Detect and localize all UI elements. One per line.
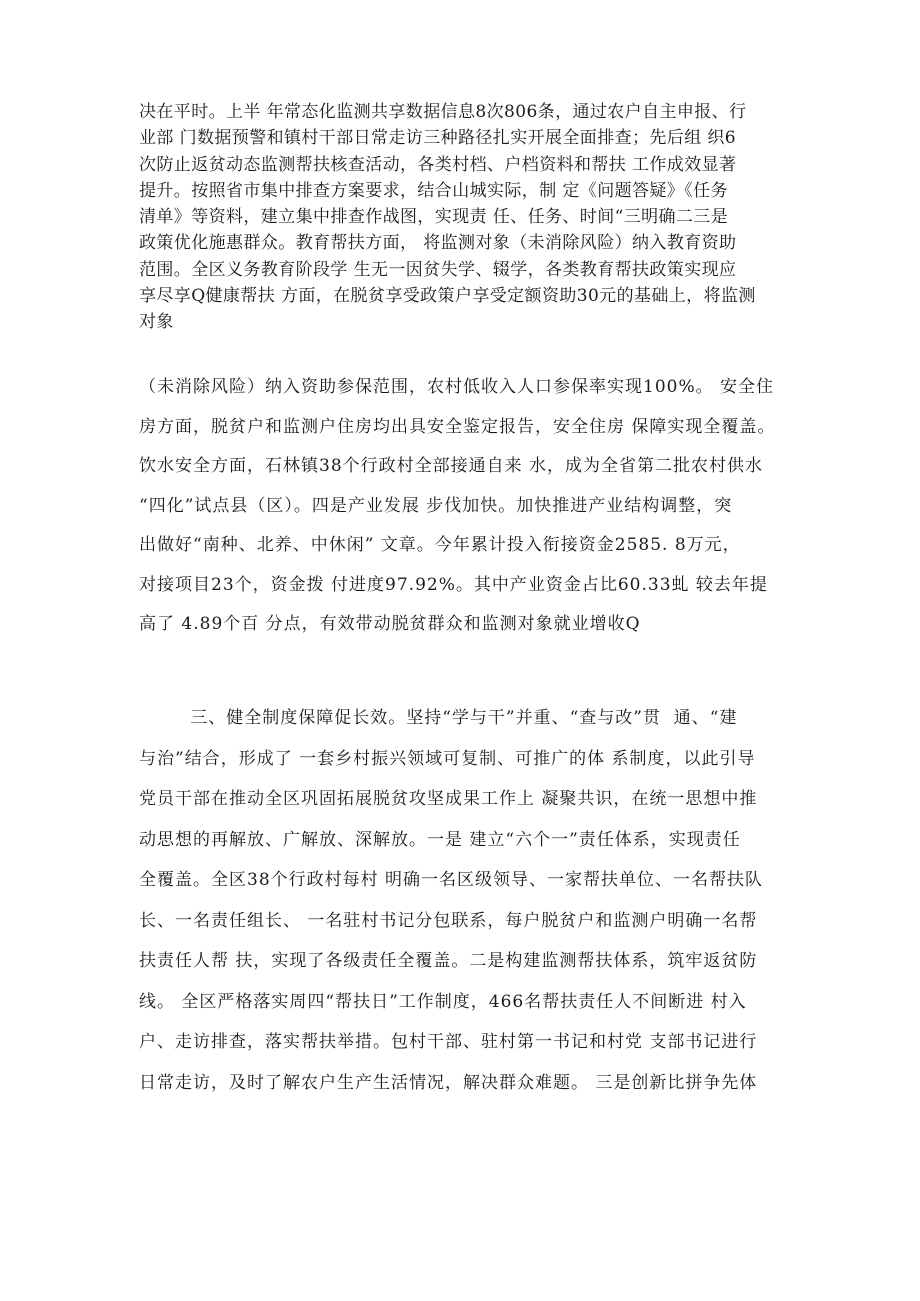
paragraph-3 [139,698,799,1103]
text-line: 线。 全区严格落实周四“帮扶日”工作制度，466名帮扶责任人不间断进 村入 [139,991,747,1012]
text-line: 动思想的再解放、广解放、深解放。一是 建立“六个一”责任体系，实现责任 [139,829,741,850]
text-line: （未消除风险）纳入资助参保范围，农村低收入人口参保率实现100%。 安全住 [139,377,775,397]
text-line: 饮水安全方面，石林镇38个行政村全部接通自来 水，成为全省第二批农村供水 [139,456,764,476]
text-line: 与治”结合，形成了 一套乡村振兴领域可复制、可推广的体 系制度，以此引导 [139,748,756,769]
text-line: 出做好“南种、北养、中休闲” 文章。今年累计投入衔接资金2585. 8万元， [139,535,741,555]
text-line: 房方面，脱贫户和监测户住房均出具安全鉴定报告，安全住房 保障实现全覆盖。 [139,416,776,437]
text-line: 高了 4.89个百 分点，有效带动脱贫群众和监测对象就业增收Q [139,614,641,634]
text-line: 对象 [139,312,174,333]
text-line: 全覆盖。全区38个行政村每村 明确一名区级领导、一家帮扶单位、一名帮扶队 [139,870,764,890]
text-line: 清单》等资料，建立集中排查作战图，实现责 任、任务、时间“三明确二三是 [139,207,729,228]
text-line: 政策优化施惠群众。教育帮扶方面， 将监测对象（未消除风险）纳入教育资助 [139,233,737,254]
text-line: 范围。全区义务教育阶段学 生无一因贫失学、辍学，各类教育帮扶政策实现应 [139,259,737,280]
text-line: 日常走访，及时了解农户生产生活情况，解决群众难题。 三是创新比拼争先体 [139,1072,758,1093]
text-line: 扶责任人帮 扶，实现了各级责任全覆盖。二是构建监测帮扶体系，筑牢返贫防 [139,951,758,971]
text-line: 享尽享Q健康帮扶 方面，在脱贫享受政策户享受定额资助30元的基础上，将监测 [139,286,756,307]
paragraph-1 [139,99,799,336]
text-line: 业部 门数据预警和镇村干部日常走访三种路径扎实开展全面排查；先后组 织6 [139,128,737,149]
text-line: “四化”试点县（区）。四是产业发展 步伐加快。加快推进产业结构调整，突 [139,495,733,516]
text-line: 决在平时。上半 年常态化监测共享数据信息8次806条，通过农户自主申报、行 [139,102,747,122]
paragraph-2 [139,368,799,645]
text-line: 三、健全制度保障促长效。坚持“学与干”并重、“查与改”贯 通、“建 [139,708,738,728]
text-line: 长、一名责任组长、 一名驻村书记分包联系，每户脱贫户和监测户明确一名帮 [139,910,758,931]
text-line: 户、走访排查，落实帮扶举措。包村干部、驻村第一书记和村党 支部书记进行 [139,1032,758,1052]
text-line: 党员干部在推动全区巩固拓展脱贫攻坚成果工作上 凝聚共识，在统一思想中推 [139,789,758,809]
text-line: 对接项目23个，资金拨 付进度97.92%。其中产业资金占比60.33虬 较去年提 [139,574,768,595]
text-line: 次防止返贫动态监测帮扶核查活动，各类村档、户档资料和帮扶 工作成效显著 [139,154,737,175]
text-line: 提升。按照省市集中排查方案要求，结合山城实际，制 定《问题答疑》《任务 [139,180,728,201]
